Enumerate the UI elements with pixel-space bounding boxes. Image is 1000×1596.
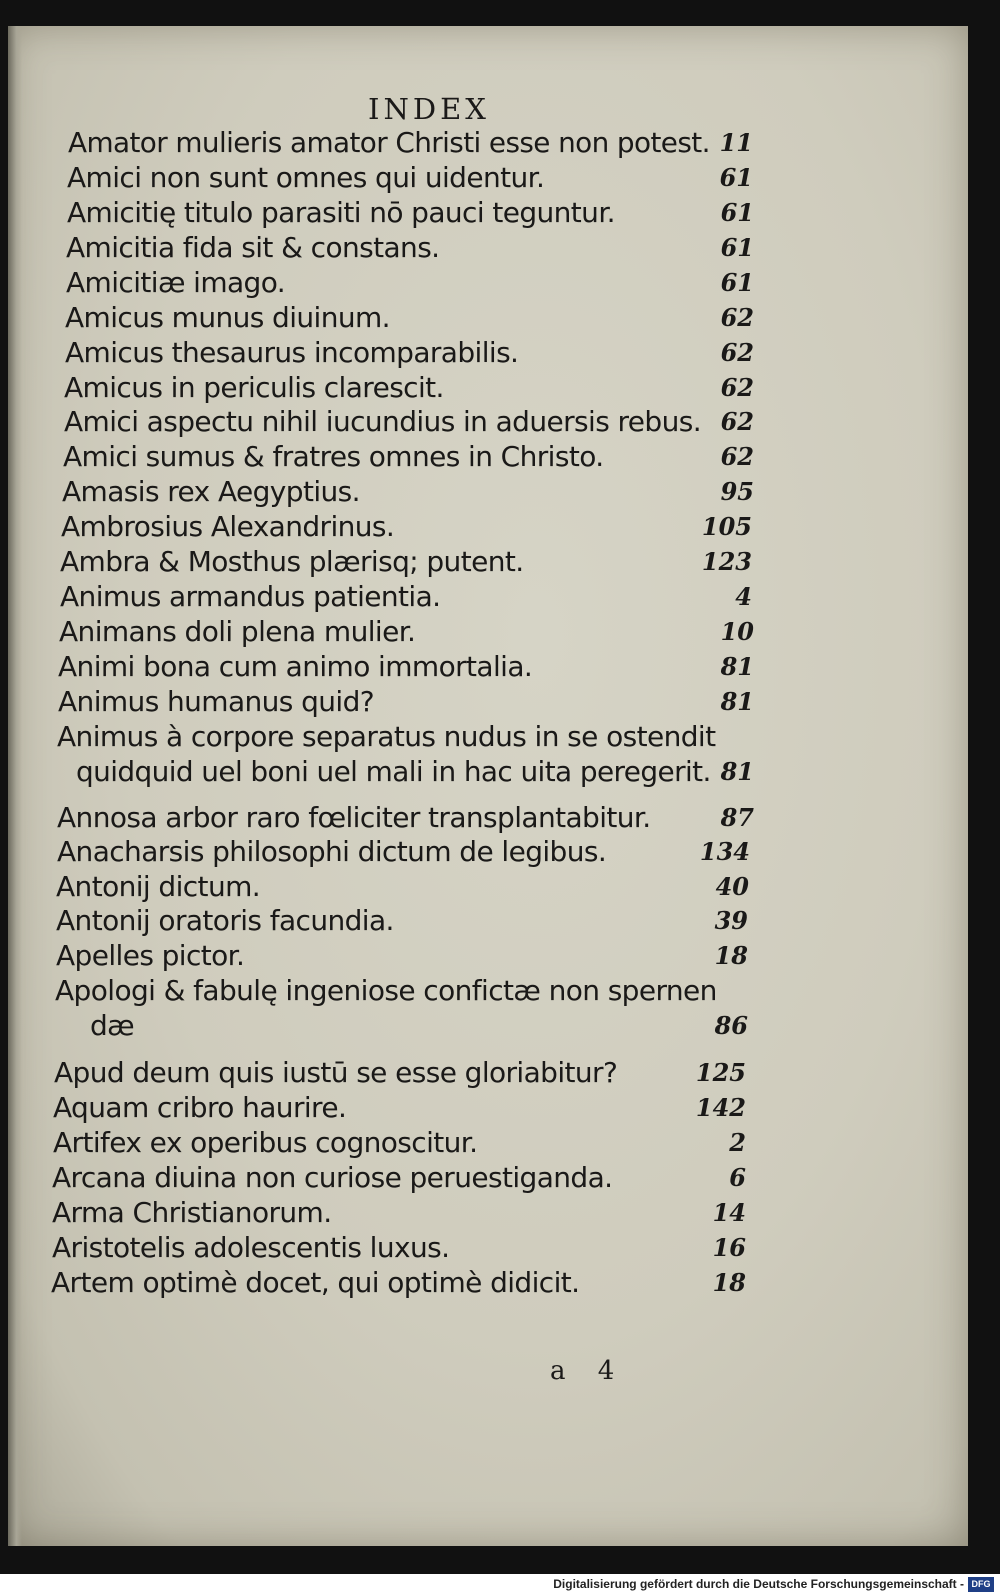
- entry-page-number: 39: [714, 906, 748, 935]
- index-entry: [0, 475, 1000, 509]
- entry-text: Ambra & Mosthus plærisq; putent.: [60, 545, 524, 578]
- entry-page-number: 62: [720, 373, 754, 402]
- entry-page-number: 16: [712, 1233, 746, 1262]
- entry-page-number: 6: [729, 1163, 746, 1192]
- entry-page-number: 142: [695, 1093, 746, 1122]
- index-entry: [0, 650, 1000, 684]
- entry-page-number: 61: [720, 198, 754, 227]
- entry-page-number: 40: [715, 872, 749, 901]
- entry-text: Aquam cribro haurire.: [53, 1091, 347, 1124]
- entry-page-number: 81: [720, 687, 754, 716]
- index-entry: [0, 685, 1000, 719]
- entry-page-number: 123: [701, 547, 752, 576]
- entry-text: Annosa arbor raro fœliciter transplantabitur.: [57, 801, 651, 834]
- entry-text: Amicus in periculis clarescit.: [64, 371, 444, 404]
- entry-page-number: 81: [720, 757, 754, 786]
- entry-page-number: 61: [720, 233, 754, 262]
- index-entry: [0, 126, 1000, 160]
- entry-text: dæ: [90, 1009, 135, 1042]
- entry-text: Animus humanus quid?: [58, 685, 375, 718]
- index-entry: [0, 1009, 1000, 1043]
- index-entry: [0, 755, 1000, 789]
- signature-mark: a 4: [550, 1356, 627, 1386]
- index-entry: [0, 835, 1000, 869]
- index-entry: [0, 301, 1000, 335]
- entry-page-number: 134: [699, 837, 750, 866]
- entry-text: Antonij dictum.: [56, 870, 261, 903]
- entry-page-number: 62: [720, 303, 754, 332]
- dfg-logo-icon: DFG: [968, 1577, 994, 1592]
- index-entry: [0, 336, 1000, 370]
- entry-text: Aristotelis adolescentis luxus.: [52, 1231, 450, 1264]
- entry-page-number: 14: [712, 1198, 746, 1227]
- entry-page-number: 87: [720, 803, 754, 832]
- entry-page-number: 4: [735, 582, 752, 611]
- entry-page-number: 10: [720, 617, 754, 646]
- entry-text: Amicitia fida sit & constans.: [66, 231, 440, 264]
- entry-text: Apelles pictor.: [56, 939, 245, 972]
- entry-page-number: 62: [720, 442, 754, 471]
- index-entry: [0, 266, 1000, 300]
- entry-text: Amici non sunt omnes qui uidentur.: [67, 161, 545, 194]
- index-entry: [0, 1091, 1000, 1125]
- index-entry: [0, 1231, 1000, 1265]
- footer-bar: [0, 1574, 1000, 1596]
- index-entry: [0, 510, 1000, 544]
- entry-text: quidquid uel boni uel mali in hac uita peregerit.: [76, 755, 711, 788]
- entry-text: Amicitiæ imago.: [66, 266, 286, 299]
- page-heading: INDEX: [368, 92, 490, 126]
- index-entry: [0, 405, 1000, 439]
- index-entry: [0, 1196, 1000, 1230]
- entry-page-number: 2: [729, 1128, 746, 1157]
- index-entry: [0, 801, 1000, 835]
- entry-text: Arcana diuina non curiose peruestiganda.: [52, 1161, 613, 1194]
- entry-page-number: 86: [714, 1011, 748, 1040]
- entry-text: Amicus thesaurus incomparabilis.: [65, 336, 519, 369]
- index-entry: [0, 1161, 1000, 1195]
- entry-text: Anacharsis philosophi dictum de legibus.: [57, 835, 607, 868]
- index-entry: [0, 615, 1000, 649]
- index-entry: [0, 939, 1000, 973]
- index-entry: [0, 1056, 1000, 1090]
- entry-text: Apud deum quis iustū se esse gloriabitur?: [54, 1056, 618, 1089]
- entry-text: Animi bona cum animo immortalia.: [58, 650, 533, 683]
- entry-text: Arma Christianorum.: [52, 1196, 332, 1229]
- entry-text: Antonij oratoris facundia.: [56, 904, 394, 937]
- entry-text: Apologi & fabulę ingeniose confictæ non spernen: [55, 974, 717, 1007]
- entry-page-number: 18: [714, 941, 748, 970]
- entry-text: Amasis rex Aegyptius.: [62, 475, 360, 508]
- entry-page-number: 18: [712, 1268, 746, 1297]
- entry-text: Amici sumus & fratres omnes in Christo.: [63, 440, 604, 473]
- funding-credit: Digitalisierung gefördert durch die Deutsche Forschungsgemeinschaft -: [553, 1577, 964, 1591]
- index-entry: [0, 720, 1000, 754]
- entry-page-number: 81: [720, 652, 754, 681]
- entry-text: Animus armandus patientia.: [60, 580, 441, 613]
- index-entry: [0, 196, 1000, 230]
- entry-page-number: 62: [720, 338, 754, 367]
- entry-page-number: 61: [720, 268, 754, 297]
- entry-text: Artifex ex operibus cognoscitur.: [53, 1126, 478, 1159]
- index-entry: [0, 870, 1000, 904]
- entry-page-number: 105: [701, 512, 752, 541]
- entry-text: Amici aspectu nihil iucundius in aduersis rebus.: [64, 405, 702, 438]
- entry-page-number: 95: [720, 477, 754, 506]
- entry-text: Animus à corpore separatus nudus in se ostendit: [57, 720, 716, 753]
- index-entry: [0, 1266, 1000, 1300]
- entry-text: Artem optimè docet, qui optimè didicit.: [51, 1266, 580, 1299]
- index-entry: [0, 440, 1000, 474]
- entry-page-number: 62: [720, 407, 754, 436]
- index-entry: [0, 231, 1000, 265]
- entry-page-number: 11: [719, 128, 753, 157]
- index-entry: [0, 580, 1000, 614]
- entry-text: Ambrosius Alexandrinus.: [61, 510, 395, 543]
- entry-page-number: 125: [695, 1058, 746, 1087]
- index-entry: [0, 161, 1000, 195]
- index-entry: [0, 1126, 1000, 1160]
- index-entry: [0, 371, 1000, 405]
- index-entry: [0, 545, 1000, 579]
- entry-text: Amator mulieris amator Christi esse non potest.: [68, 126, 710, 159]
- entry-text: Amicitię titulo parasiti nō pauci teguntur.: [67, 196, 615, 229]
- entry-text: Animans doli plena mulier.: [59, 615, 416, 648]
- entry-text: Amicus munus diuinum.: [65, 301, 390, 334]
- index-entry: [0, 974, 1000, 1008]
- index-entry: [0, 904, 1000, 938]
- entry-page-number: 61: [719, 163, 753, 192]
